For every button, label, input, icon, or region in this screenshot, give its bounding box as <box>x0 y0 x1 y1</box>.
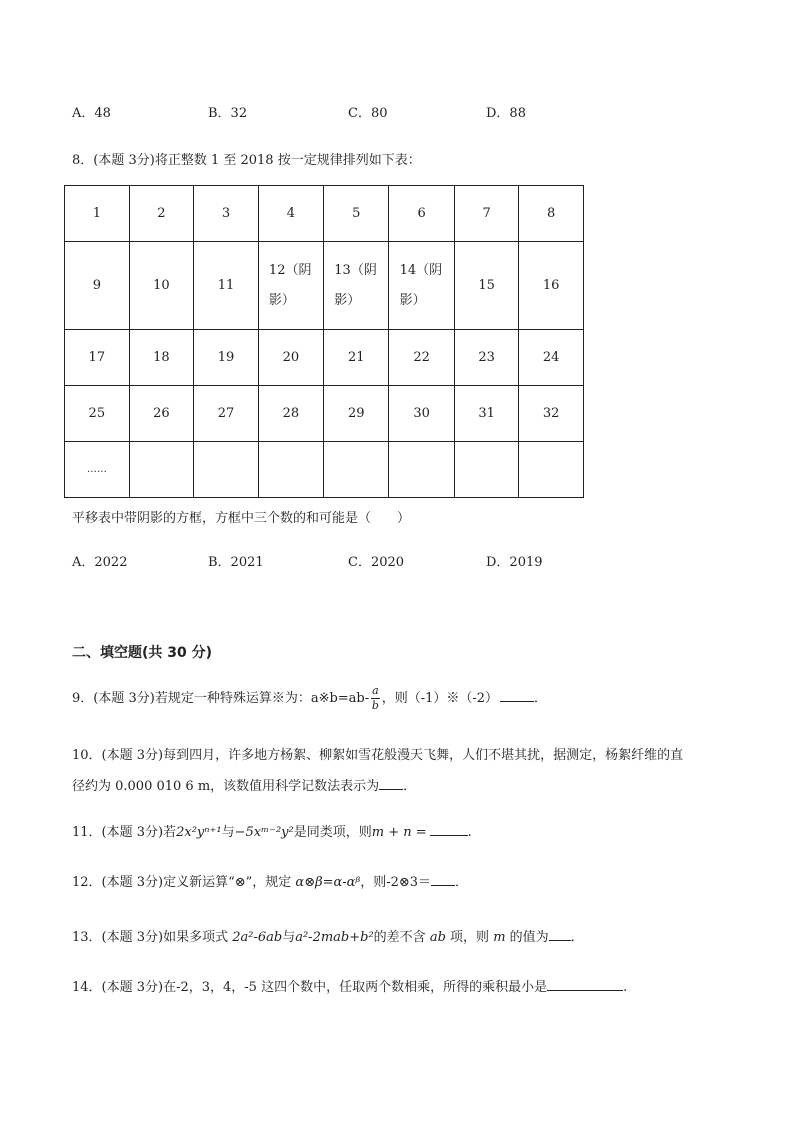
table-row <box>65 386 584 442</box>
table-cell: 15 <box>454 242 519 330</box>
q9: 9．(本题 3分)若规定一种特殊运算※为：a※b=ab- $\frac{a}{b}$ ，则（-1）※（-2） ． <box>72 684 548 712</box>
q13-poly1: 2a²-6ab <box>232 930 283 945</box>
q7-option-c: C．80 <box>348 106 388 121</box>
table-cell: 2 <box>129 186 194 242</box>
q13-poly2: a²-2mab+b² <box>295 930 374 945</box>
table-cell: 18 <box>129 330 194 386</box>
table-cell: 31 <box>454 386 519 442</box>
answer-blank[interactable] <box>379 777 403 790</box>
q8-option-b: B．2021 <box>208 555 264 570</box>
table-cell: 28 <box>258 386 323 442</box>
table-cell <box>389 442 454 498</box>
table-cell: 4 <box>258 186 323 242</box>
table-cell: 1 <box>65 186 130 242</box>
table-cell: 6 <box>389 186 454 242</box>
q12-expr: α⊗β=α-αᵝ <box>295 875 361 890</box>
table-cell: 9 <box>65 242 130 330</box>
q11-end: . <box>467 825 472 840</box>
q9-prefix: 9．(本题 3分)若规定一种特殊运算※为：a※b=ab- <box>72 691 370 706</box>
table-cell <box>258 442 323 498</box>
table-row <box>65 330 584 386</box>
table-row <box>65 242 584 330</box>
q13: 13．(本题 3分)如果多项式 2a²-6ab与a²-2mab+b²的差不含 ab 项，则 m 的值为 ． <box>72 930 584 945</box>
table-cell <box>519 442 584 498</box>
section-heading: 二、填空题(共 30 分) <box>72 645 213 661</box>
table-cell: 26 <box>129 386 194 442</box>
shaded-cell: 14（阴影） <box>389 242 454 330</box>
table-cell: 30 <box>389 386 454 442</box>
shaded-cell: 12（阴影） <box>258 242 323 330</box>
table-cell: 10 <box>129 242 194 330</box>
answer-blank[interactable] <box>549 928 571 941</box>
table-cell: 24 <box>519 330 584 386</box>
q12: 12．(本题 3分)定义新运算“⊗”，规定 α⊗β=α-αᵝ，则-2⊗3＝ ． <box>72 875 469 890</box>
table-cell: 19 <box>194 330 259 386</box>
table-cell: 25 <box>65 386 130 442</box>
number-table <box>64 185 584 498</box>
table-row <box>65 186 584 242</box>
answer-blank[interactable] <box>431 873 455 886</box>
q11-mid: 与 <box>221 825 235 840</box>
table-cell: 23 <box>454 330 519 386</box>
fraction-denominator: b <box>371 699 379 712</box>
q8-stem: 8．(本题 3分)将正整数 1 至 2018 按一定规律排列如下表： <box>72 153 421 168</box>
table-cell: 7 <box>454 186 519 242</box>
q13-suffix3: 的值为 <box>509 930 549 945</box>
q9-suffix: ，则（-1）※（-2） <box>381 691 499 706</box>
answer-blank[interactable] <box>500 689 534 702</box>
fraction <box>371 684 380 713</box>
table-cell: 32 <box>519 386 584 442</box>
q12-suffix: ，则-2⊗3＝ <box>360 875 432 890</box>
q11-prefix: 11．(本题 3分)若 <box>72 825 177 840</box>
table-cell: 27 <box>194 386 259 442</box>
q7-option-b: B．32 <box>208 106 248 121</box>
table-cell: 8 <box>519 186 584 242</box>
table-cell: 29 <box>324 386 389 442</box>
shaded-cell: 13（阴影） <box>324 242 389 330</box>
table-cell <box>194 442 259 498</box>
q10-line1: 10．(本题 3分)每到四月，许多地方杨絮、柳絮如雪花般漫天飞舞，人们不堪其扰，据测定，杨絮纤维的直 <box>72 748 684 763</box>
table-cell: 3 <box>194 186 259 242</box>
table-cell: 16 <box>519 242 584 330</box>
table-cell: 5 <box>324 186 389 242</box>
q7-option-a: A．48 <box>72 106 111 121</box>
q14: 14．(本题 3分)在-2，3，4，-5 这四个数中，任取两个数相乘，所得的乘积最小是 . <box>72 980 628 995</box>
q13-suffix2: 项，则 <box>450 930 490 945</box>
table-cell <box>129 442 194 498</box>
answer-blank[interactable] <box>430 823 468 836</box>
table-cell: 17 <box>65 330 130 386</box>
q13-suffix1: 的差不含 <box>373 930 426 945</box>
table-cell: 21 <box>324 330 389 386</box>
q11-expr: m + n = <box>371 825 427 840</box>
table-row <box>65 442 584 498</box>
q8-option-d: D．2019 <box>486 555 543 570</box>
table-cell <box>324 442 389 498</box>
q7-option-d: D．88 <box>486 106 526 121</box>
q11 <box>72 821 472 840</box>
answer-blank[interactable] <box>547 978 623 991</box>
q11-term2: −5xᵐ⁻²y² <box>234 825 294 840</box>
q10-line2: 径约为 0.000 010 6 m，该数值用科学记数法表示为 ． <box>72 779 417 794</box>
q10-line2-text: 径约为 0.000 010 6 m，该数值用科学记数法表示为 <box>72 779 380 794</box>
q13-m: m <box>493 930 506 945</box>
q11-term1: 2x²yⁿ⁺¹ <box>176 825 222 840</box>
fraction-numerator: a <box>372 684 379 697</box>
q8-option-a: A．2022 <box>72 555 128 570</box>
table-cell: 22 <box>389 330 454 386</box>
q8-option-c: C．2020 <box>348 555 405 570</box>
ellipsis-cell: …… <box>65 442 130 498</box>
q14-text: 14．(本题 3分)在-2，3，4，-5 这四个数中，任取两个数相乘，所得的乘积最小是 <box>72 980 548 995</box>
q13-prefix: 13．(本题 3分)如果多项式 <box>72 930 229 945</box>
q13-ab: ab <box>429 930 446 945</box>
table-cell <box>454 442 519 498</box>
table-cell: 20 <box>258 330 323 386</box>
q12-prefix: 12．(本题 3分)定义新运算“⊗”，规定 <box>72 875 292 890</box>
q8-question: 平移表中带阴影的方框，方框中三个数的和可能是（ ） <box>72 511 411 526</box>
q11-suffix: 是同类项，则 <box>293 825 372 840</box>
q13-mid: 与 <box>282 930 296 945</box>
table-cell: 11 <box>194 242 259 330</box>
